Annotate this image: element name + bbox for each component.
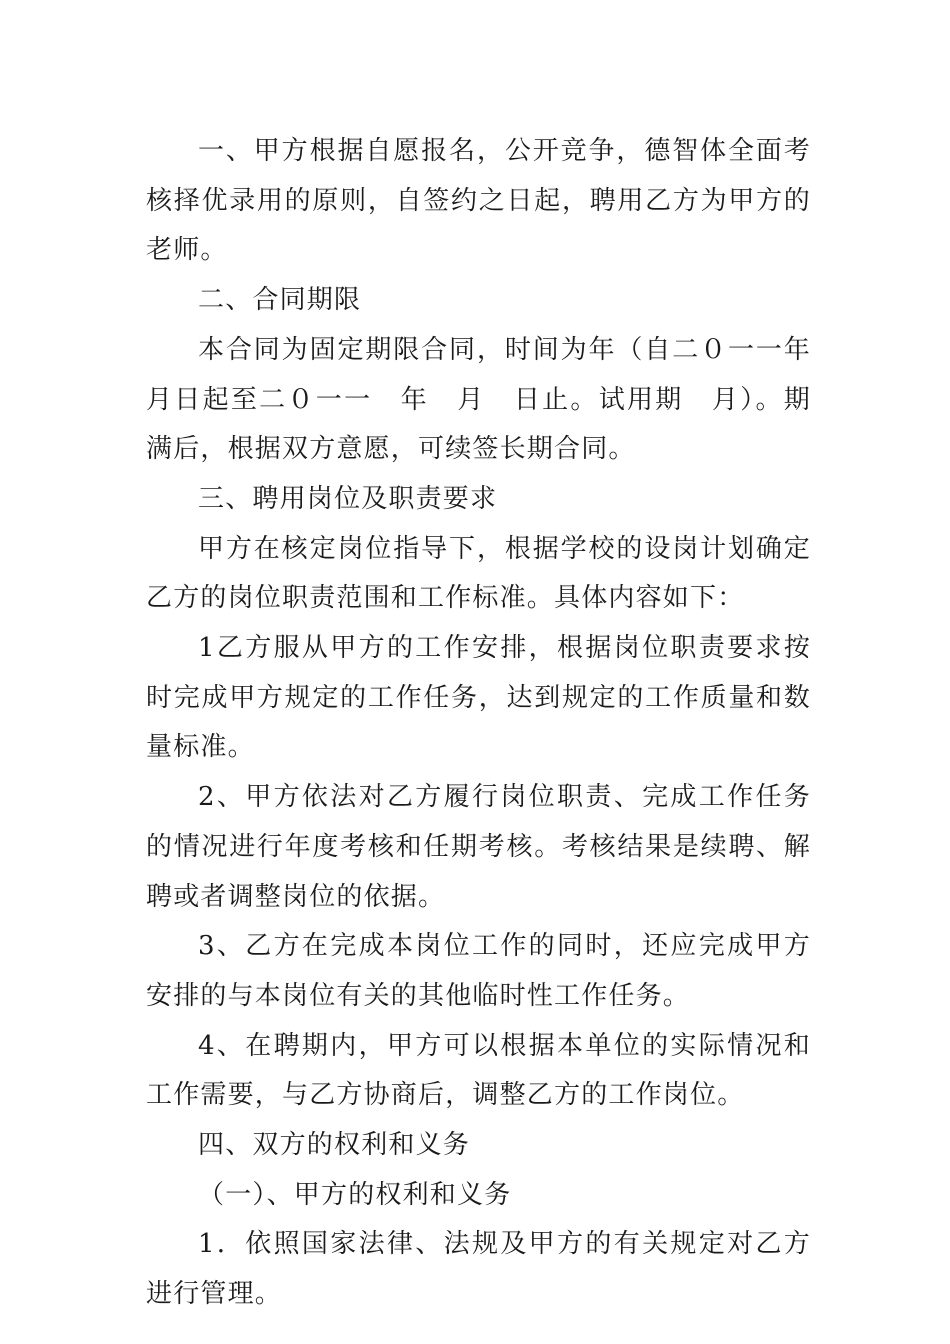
- position-intro-paragraph: 甲方在核定岗位指导下，根据学校的设岗计划确定乙方的岗位职责范围和工作标准。具体内容如下：: [146, 533, 811, 614]
- duty-item-1: 1乙方服从甲方的工作安排，根据岗位职责要求按时完成甲方规定的工作任务，达到规定的工作质量和数量标准。: [146, 633, 811, 763]
- section-2-heading: 二、合同期限: [198, 285, 362, 316]
- duty-item-4: 4、在聘期内，甲方可以根据本单位的实际情况和工作需要，与乙方协商后，调整乙方的工作岗位。: [146, 1030, 811, 1111]
- section-4-heading: 四、双方的权利和义务: [198, 1130, 471, 1161]
- document-body: [146, 127, 839, 1320]
- section-3-heading: 三、聘用岗位及职责要求: [198, 483, 498, 514]
- contract-term-paragraph: 本合同为固定期限合同，时间为年（自二０一一年 月日起至二０一一 年 月 日止。试用期 月）。期满后，根据双方意愿，可续签长期合同。: [146, 334, 839, 465]
- duty-item-3: 3、乙方在完成本岗位工作的同时，还应完成甲方安排的与本岗位有关的其他临时性工作任务。: [146, 931, 811, 1011]
- subsection-1-heading: （一）、甲方的权利和义务: [198, 1179, 512, 1210]
- clause-1-paragraph: 一、甲方根据自愿报名，公开竞争，德智体全面考核择优录用的原则，自签约之日起，聘用乙方为甲方的老师。: [146, 136, 811, 266]
- party-a-right-item-1: 1．依照国家法律、法规及甲方的有关规定对乙方进行管理。: [146, 1229, 811, 1310]
- duty-item-2: 2、甲方依法对乙方履行岗位职责、完成工作任务的情况进行年度考核和任期考核。考核结果是续聘、解聘或者调整岗位的依据。: [146, 782, 811, 912]
